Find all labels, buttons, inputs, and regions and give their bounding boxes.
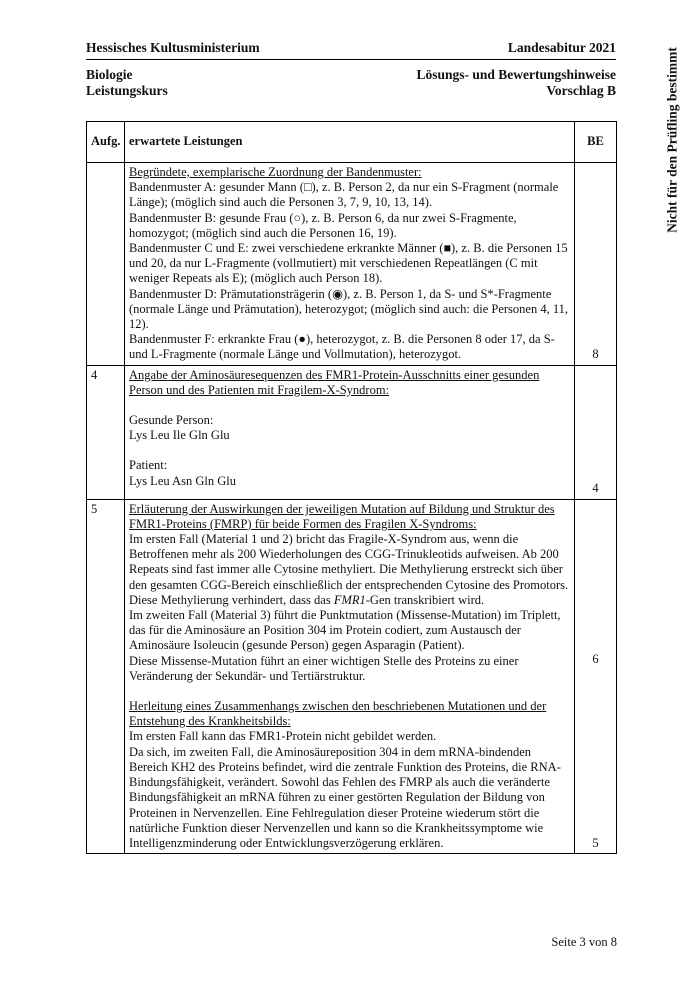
expected-answer (125, 499, 575, 853)
answer-line: Bandenmuster D: Prämutationsträgerin (◉), z. B. Person 1, da S- und S*-Fragmente (normale Länge und Prämutation), heterozygot; (möglich sind auch: die Personen 4, 11, 12). (129, 286, 569, 332)
answer-paragraph: Im zweiten Fall (Material 3) führt die Punktmutation (Missense-Mutation) im Triplett, das für die Aminosäure an Position 304 im Protein codiert, zum Austausch der Aminosäure Isoleucin (gesunde Person) gegen Asparagin (Patient). (129, 608, 561, 653)
points-cell (575, 365, 617, 499)
points-value: 4 (592, 481, 599, 496)
answer-line: Bandenmuster B: gesunde Frau (○), z. B. Person 6, da nur zwei S-Fragmente, homozygot; (möglich sind auch die Personen 16, 19). (129, 210, 517, 240)
answer-line: Bandenmuster C und E: zwei verschiedene erkrankte Männer (■), z. B. die Personen 15 und 20, da nur L-Fragmente (vollmutiert) mit verschiedenen Repeatlängen (C mit weniger Repeats als E); (möglich auch Person 18). (129, 241, 568, 286)
table-row (87, 365, 617, 499)
header-row-1 (86, 40, 616, 58)
points-cell (575, 163, 617, 366)
answer-paragraph: Diese Missense-Mutation führt an einer wichtigen Stelle des Proteins zu einer Veränderung der Sekundär- und Tertiärstruktur. (129, 653, 519, 683)
header-org: Hessisches Kultusministerium (86, 40, 260, 55)
patient-sequence: Lys Leu Asn Gln Glu (129, 473, 236, 488)
solution-table (86, 121, 617, 854)
healthy-label: Gesunde Person: (129, 413, 214, 428)
answer-paragraph: Da sich, im zweiten Fall, die Aminosäureposition 304 in dem mRNA-bindenden Bereich KH2 des Proteins befindet, wird die zentrale Funktion des Proteins, die RNA-Bindungsfähigkeit, verändert. Sowohl das Fehlen des FMRP als auch die veränderte Bindungsfähigkeit an mRNA führen zu einer gestörten Regulation der Bildung von Proteinen in Nervenzellen. Eine Fehlregulation dieser Proteine wiederum stört die natürliche Funktion dieser Nervenzellen und kann so die Krankheitssymptome wie Intelligenzminderung oder Entwicklungsverzögerung erklären. (129, 744, 561, 850)
header-exam: Landesabitur 2021 (507, 40, 616, 55)
table-header-row (87, 122, 617, 163)
points-value: 6 (592, 651, 599, 666)
patient-label: Patient: (129, 458, 168, 473)
side-note: Nicht für den Prüfling bestimmt (664, 47, 680, 233)
points-value: 5 (592, 835, 599, 850)
answer-paragraph: Im ersten Fall (Material 1 und 2) bricht das Fragile-X-Syndrom aus, wenn die Betroffenen mehr als 200 Wiederholungen des CGG-Trinukleotids aufweisen. Ab 200 Repeats sind fast immer alle Cytosine methyliert. Die Methylierung erstreckt sich über den gesamten CGG-Bereich einschließlich der entsprechenden Cytosine des Promotors. Diese Methylierung verhindert, dass das FMR1-Gen transkribiert wird. (129, 532, 569, 607)
answer-heading: Erläuterung der Auswirkungen der jeweiligen Mutation auf Bildung und Struktur des FMR1-Proteins (FMRP) für beide Formen des Fragilen X-Syndroms: (129, 501, 555, 531)
header-course: Leistungskurs (86, 83, 168, 98)
page-number: Seite 3 von 8 (551, 935, 617, 949)
points-value: 8 (592, 347, 599, 362)
table-row (87, 163, 617, 366)
header-proposal: Vorschlag B (546, 83, 616, 98)
header-rule (86, 59, 616, 60)
header-subject: Biologie (86, 67, 133, 82)
answer-heading: Begründete, exemplarische Zuordnung der Bandenmuster: (129, 165, 422, 179)
expected-answer (125, 365, 575, 499)
header-row-3 (86, 83, 616, 101)
header-doc-type: Lösungs- und Bewertungshinweise (416, 67, 616, 82)
col-header-points: BE (575, 122, 617, 163)
col-header-task: Aufg. (87, 122, 125, 163)
points-cell (575, 499, 617, 853)
answer-heading: Herleitung eines Zusammenhangs zwischen den beschriebenen Mutationen und der Entstehung des Krankheitsbilds: (129, 699, 547, 729)
gene-name: FMR1 (333, 592, 366, 607)
task-number (87, 163, 125, 366)
healthy-sequence: Lys Leu Ile Gln Glu (129, 428, 230, 443)
table-row (87, 499, 617, 853)
col-header-expected: erwartete Leistungen (125, 122, 575, 163)
answer-line: Bandenmuster F: erkrankte Frau (●), heterozygot, z. B. die Personen 8 oder 17, da S- und L-Fragmente (normale Länge und Vollmutation), heterozygot. (129, 332, 555, 362)
answer-paragraph: Im ersten Fall kann das FMR1-Protein nicht gebildet werden. (129, 729, 437, 744)
task-number: 5 (87, 499, 125, 853)
answer-heading: Angabe der Aminosäuresequenzen des FMR1-Protein-Ausschnitts einer gesunden Person und des Patienten mit Fragilem-X-Syndrom: (129, 367, 540, 397)
answer-line: Bandenmuster A: gesunder Mann (□), z. B. Person 2, da nur ein S-Fragment (normale Länge); (möglich sind auch die Personen 3, 7, 9, 10, 13, 14). (129, 180, 559, 210)
task-number: 4 (87, 365, 125, 499)
expected-answer (125, 163, 575, 366)
